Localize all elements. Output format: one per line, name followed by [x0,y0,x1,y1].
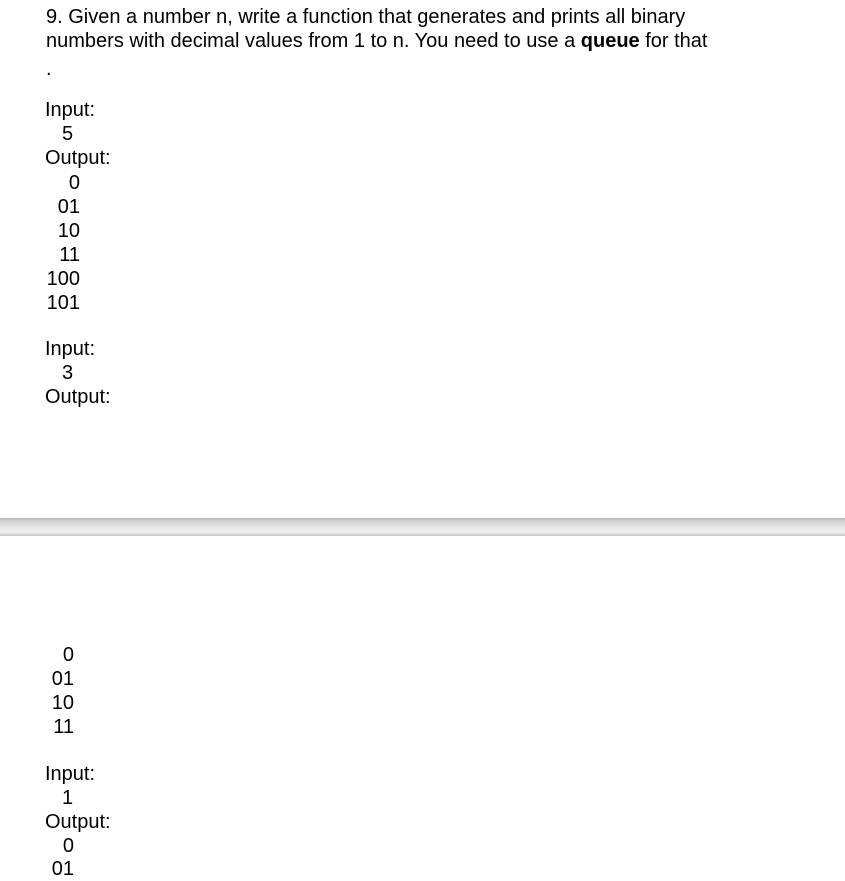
question-line-2 [46,29,707,53]
example1-input-value: 5 [62,123,74,145]
example1-input-label: Input: [45,99,96,121]
example2-input-value: 3 [62,362,74,384]
example2-output-value: 10 [51,692,74,714]
question-line-1: 9. Given a number n, write a function that generates and prints all binary [46,6,686,28]
example1-output-value: 0 [68,172,80,194]
example2-output-label: Output: [45,386,111,408]
example2-input-label: Input: [45,338,96,360]
example3-input-label: Input: [45,763,96,785]
example1-output-value: 101 [46,292,80,314]
example1-output-label: Output: [45,147,111,169]
document-page-2 [0,536,845,881]
page-separator [0,518,845,536]
queue-keyword: queue [580,30,640,52]
trailing-dot: . [46,58,52,80]
example1-output-value: 01 [57,196,80,218]
question-line-2-text: numbers with decimal values from 1 to n. You need to use a [46,30,581,52]
example2-output-value: 0 [62,644,74,666]
example3-output-value: 0 [62,835,74,857]
example3-output-value: 01 [51,858,74,880]
example2-output-value: 01 [51,668,74,690]
example1-output-value: 10 [57,220,80,242]
example3-input-value: 1 [62,787,74,809]
example3-output-label: Output: [45,811,111,833]
example1-output-value: 100 [46,268,80,290]
example2-output-value: 11 [53,716,74,738]
example1-output-value: 11 [59,244,80,266]
question-line-2-end: for that [639,30,708,52]
